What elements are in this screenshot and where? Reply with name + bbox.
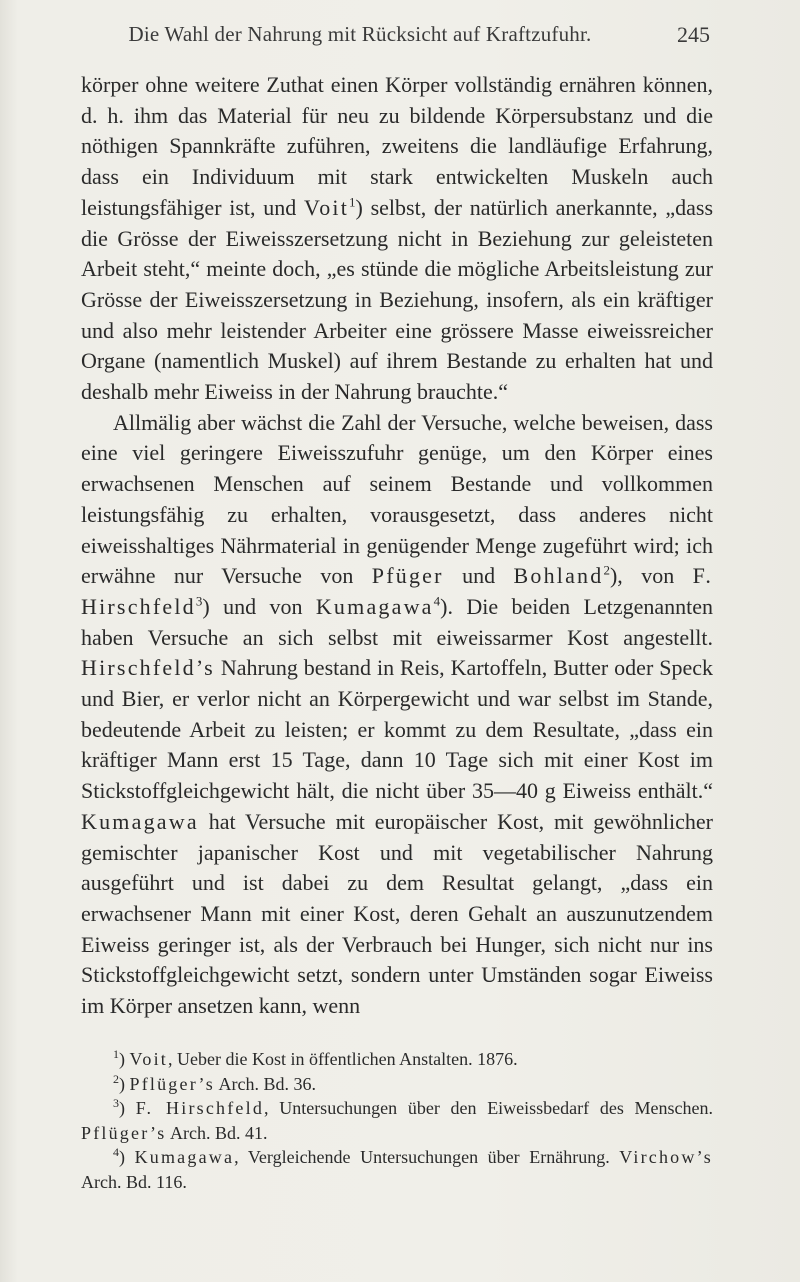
footnote-2: $^2$) Pflüger’s Arch. Bd. 36. bbox=[113, 1071, 316, 1094]
footnote-ref-4: 4 bbox=[433, 593, 441, 609]
author-name-kumagawa: Kumagawa bbox=[315, 593, 434, 619]
author-name-voit: Voit bbox=[303, 194, 350, 220]
running-title: Die Wahl der Nahrung mit Rücksicht auf Kraftzufuhr. bbox=[128, 22, 592, 46]
footnote-ref-3: 3 bbox=[195, 593, 203, 609]
paragraph-2: Allmälig aber wächst die Zahl der Versuche, welche beweisen, dass eine viel geringere Eiweisszufuhr genüge, um den Körper eines erwachsenen Menschen auf seinem Bestande und vollkommen leistungsfähig zu erhalten, vorausgesetzt, dass anderes nicht eiweisshaltiges Nährmaterial in genügender Menge zugeführt wird; ich erwähne nur Versuche von Pfüger und Bohland$^2$), von F. Hirschfeld$^3$) und von Kumagawa$^4$). Die beiden Letzgenannten haben Versuche an sich selbst mit eiweissarmer Kost angestellt. Hirschfeld’s Nahrung bestand in Reis, Kartoffeln, Butter oder Speck und Bier, er verlor nicht an Körpergewicht und war selbst im Stande, bedeutende Arbeit zu leisten; er kommt zu dem Resultate, „dass ein kräftiger Mann erst 15 Tage, dann 10 Tage sich mit einer Kost im Stickstoffgleichgewicht hält, die nicht über 35—40 g Eiweiss enthält.“ Kumagawa hat Versuche mit europäischer Kost, mit gewöhnlicher gemischter japanischer Kost und mit vegetabilischer Nahrung ausgeführt und ist dabei zu dem Resultat gelangt, „dass ein erwachsener Mann mit einer Kost, deren Gehalt an auszunutzendem Eiweiss geringer ist, als der Verbrauch bei Hunger, sich nicht nur ins Stickstoffgleichgewicht setzt, sondern unter Umständen sogar Eiweiss im Körper ansetzen kann, wenn bbox=[81, 409, 714, 1019]
author-name-bohland: Bohland bbox=[513, 563, 604, 589]
page-header bbox=[100, 22, 710, 52]
footnote-1: $^1$) Voit, Ueber die Kost in öffentlichen Anstalten. 1876. bbox=[113, 1047, 518, 1069]
author-name-pflueger: Pfüger bbox=[371, 563, 444, 589]
page-number: 245 bbox=[677, 22, 710, 47]
footnote-4: $^4$) Kumagawa, Vergleichende Untersuchungen über Ernährung. Virchow’s Arch. Bd. 116. bbox=[81, 1145, 713, 1192]
footnote-ref-2: 2 bbox=[603, 562, 610, 578]
author-name-hirschfeld: F. Hirschfeld bbox=[81, 563, 714, 619]
footnote-ref-1: 1 bbox=[349, 194, 356, 210]
author-name-kumagawa-2: Kumagawa bbox=[81, 808, 199, 834]
body-text bbox=[81, 70, 713, 1022]
footnotes bbox=[81, 1047, 713, 1195]
footnote-3: $^3$) F. Hirschfeld, Untersuchungen über den Eiweissbedarf des Menschen. Pflüger’s Arch. Bd. 41. bbox=[81, 1096, 713, 1143]
paragraph-1: körper ohne weitere Zuthat einen Körper vollständig ernähren können, d. h. ihm das Material für neu zu bildende Körpersubstanz und die nöthigen Spannkräfte zuführen, zweitens die landläufige Erfahrung, dass ein Individuum mit stark entwickelten Muskeln auch leistungsfähiger ist, und Voit$^1$) selbst, der natürlich anerkannte, „dass die Grösse der Eiweisszersetzung nicht in Beziehung zur geleisteten Arbeit steht,“ meinte doch, „es stünde die mögliche Arbeitsleistung zur Grösse der Eiweisszersetzung in Beziehung, insofern, als ein kräftiger und also mehr leistender Arbeiter eine grössere Masse eiweissreicher Organe (namentlich Muskel) auf ihrem Bestande zu erhalten hat und deshalb mehr Eiweiss in der Nahrung brauchte.“ bbox=[81, 72, 714, 405]
author-name-hirschfelds: Hirschfeld’s bbox=[81, 655, 215, 681]
